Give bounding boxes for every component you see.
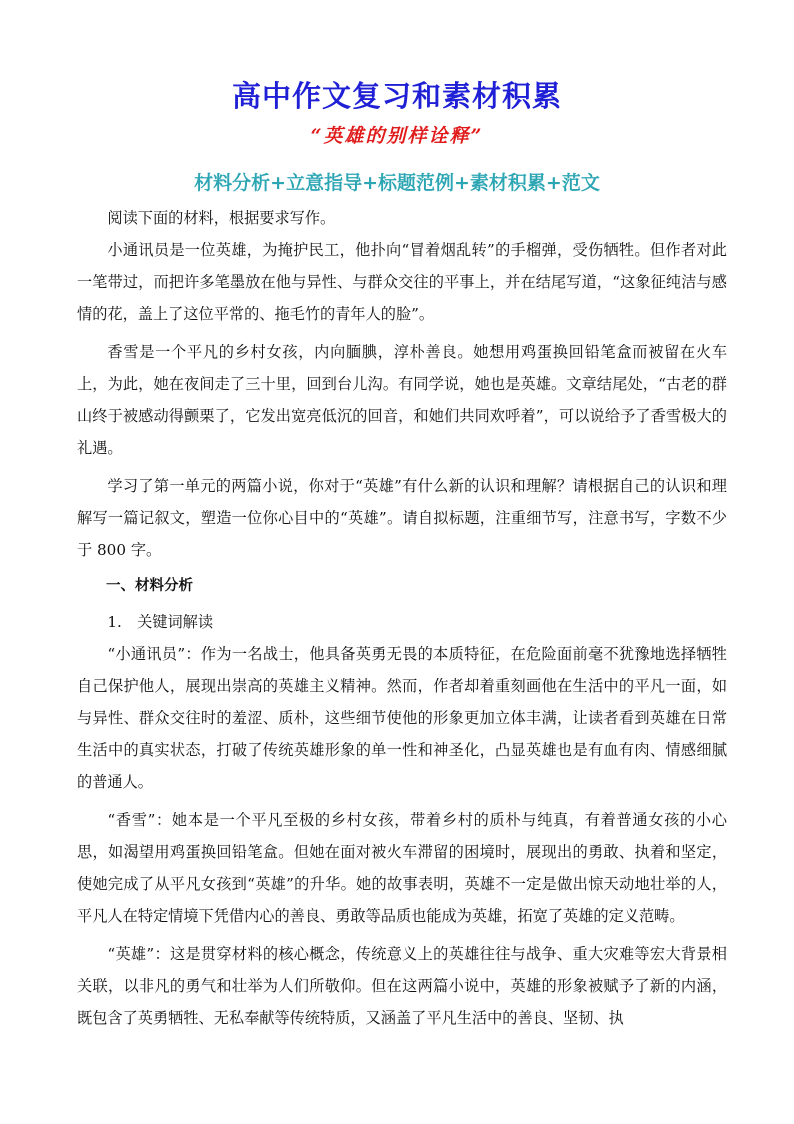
section-heading-analysis: 一、材料分析 (106, 578, 193, 594)
document-subtitle: “英雄的别样诠释” (310, 125, 484, 147)
material-paragraph-xiaotong: 小通讯员是一位英雄，为掩护民工，他扑向“冒着烟乱转”的手榴弹，受伤牺牲。但作者对此一笔带过，而把许多笔墨放在他与异性、与群众交往的平事上，并在结尾写道，“这象征纯洁与感情的花，盖上了这位平常的、拖毛竹的青年人的脸”。 (77, 241, 727, 323)
document-title: 高中作文复习和素材积累 (231, 79, 562, 113)
document-body (77, 202, 727, 1034)
task-paragraph: 学习了第一单元的两篇小说，你对于“英雄”有什么新的认识和理解？请根据自己的认识和理解写一篇记叙文，塑造一位你心目中的“英雄”。请自拟标题，注重细节写，注意书写，字数不少于 800 字。 (77, 477, 727, 559)
instruction-paragraph: 阅读下面的材料，根据要求写作。 (107, 209, 336, 227)
document-tagline: 材料分析+立意指导+标题范例+素材积累+范文 (194, 172, 600, 194)
analysis-paragraph-xiangxue: “香雪”：她本是一个平凡至极的乡村女孩，带着乡村的质朴与纯真，有着普通女孩的小心思，如渴望用鸡蛋换回铅笔盒。但她在面对被火车滞留的困境时，展现出的勇敢、执着和坚定，使她完成了从平凡女孩到“英雄”的升华。她的故事表明，英雄不一定是做出惊天动地壮举的人，平凡人在特定情境下凭借内心的善良、勇敢等品质也能成为英雄，拓宽了英雄的定义范畴。 (77, 811, 727, 925)
analysis-paragraph-xiaotong: “小通讯员”：作为一名战士，他具备英勇无畏的本质特征，在危险面前毫不犹豫地选择牺牲自己保护他人，展现出崇高的英雄主义精神。然而，作者却着重刻画他在生活中的平凡一面，如与异性、群众交往时的羞涩、质朴，这些细节使他的形象更加立体丰满，让读者看到英雄在日常生活中的真实状态，打破了传统英雄形象的单一性和神圣化，凸显英雄也是有血有肉、情感细腻的普通人。 (77, 645, 727, 791)
subsection-heading-keywords: 1. 关键词解读 (107, 613, 214, 631)
material-paragraph-xiangxue: 香雪是一个平凡的乡村女孩，内向腼腆，淳朴善良。她想用鸡蛋换回铅笔盒而被留在火车上，为此，她在夜间走了三十里，回到台儿沟。有同学说，她也是英雄。文章结尾处，“古老的群山终于被感动得颤栗了，它发出宽亮低沉的回音，和她们共同欢呼着”，可以说给予了香雪极大的礼遇。 (77, 343, 727, 457)
analysis-paragraph-hero: “英雄”：这是贯穿材料的核心概念，传统意义上的英雄往往与战争、重大灾难等宏大背景相关联，以非凡的勇气和壮举为人们所敬仰。但在这两篇小说中，英雄的形象被赋予了新的内涵，既包含了英勇牺牲、无私奉献等传统特质，又涵盖了平凡生活中的善良、坚韧、执 (77, 945, 727, 1027)
